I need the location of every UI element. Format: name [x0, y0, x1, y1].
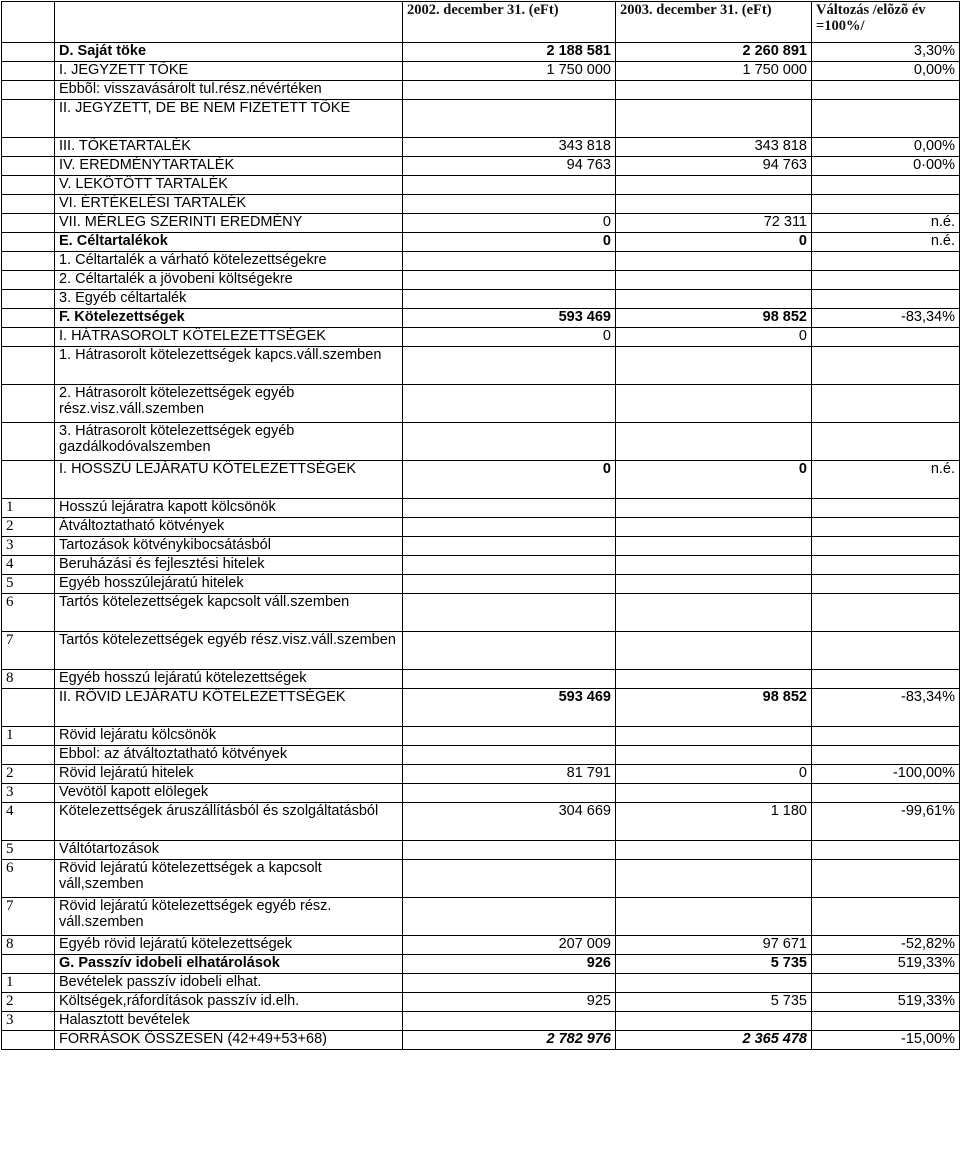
row-number: 5 [2, 841, 55, 860]
row-label: D. Saját töke [55, 43, 403, 62]
row-label: 3. Egyéb céltartalék [55, 290, 403, 309]
row-label: 3. Hátrasorolt kötelezettségek egyéb gazdálkodóvalszemben [55, 423, 403, 461]
value-2002: 2 188 581 [403, 43, 616, 62]
change-percent: -100,00% [812, 765, 960, 784]
value-2002: 343 818 [403, 138, 616, 157]
row-label: Halasztott bevételek [55, 1012, 403, 1031]
table-row [2, 290, 960, 309]
change-percent [812, 518, 960, 537]
table-row [2, 841, 960, 860]
row-number: 3 [2, 1012, 55, 1031]
value-2003: 343 818 [616, 138, 812, 157]
row-number [2, 195, 55, 214]
row-number [2, 62, 55, 81]
row-number [2, 100, 55, 138]
value-2002 [403, 271, 616, 290]
value-2002 [403, 727, 616, 746]
table-row [2, 727, 960, 746]
value-2003: 2 260 891 [616, 43, 812, 62]
change-percent [812, 860, 960, 898]
header-row [2, 2, 960, 43]
value-2002 [403, 594, 616, 632]
value-2003 [616, 860, 812, 898]
row-number: 8 [2, 670, 55, 689]
change-percent: 0·00% [812, 157, 960, 176]
change-percent [812, 784, 960, 803]
value-2003: 1 750 000 [616, 62, 812, 81]
table-row [2, 62, 960, 81]
header-2003: 2003. december 31. (eFt) [616, 2, 812, 43]
value-2003 [616, 347, 812, 385]
value-2003 [616, 727, 812, 746]
change-percent: n.é. [812, 233, 960, 252]
change-percent [812, 632, 960, 670]
row-label: Tartós kötelezettségek kapcsolt váll.szemben [55, 594, 403, 632]
table-row [2, 271, 960, 290]
row-label: Költségek,ráfordítások passzív id.elh. [55, 993, 403, 1012]
change-percent [812, 974, 960, 993]
change-percent: 0,00% [812, 138, 960, 157]
value-2003 [616, 974, 812, 993]
row-label: I. HOSSZÚ LEJÁRATU KÖTELEZETTSÉGEK [55, 461, 403, 499]
table-row [2, 309, 960, 328]
row-label: Rövid lejáratú kötelezettségek a kapcsolt váll,szemben [55, 860, 403, 898]
value-2003 [616, 632, 812, 670]
value-2002: 593 469 [403, 309, 616, 328]
row-label: II. RÖVID LEJÁRATU KÖTELEZETTSÉGEK [55, 689, 403, 727]
row-label: Kötelezettségek áruszállításból és szolgáltatásból [55, 803, 403, 841]
value-2003 [616, 271, 812, 290]
value-2002 [403, 100, 616, 138]
row-label: Egyéb rövid lejáratú kötelezettségek [55, 936, 403, 955]
row-number [2, 461, 55, 499]
value-2002 [403, 347, 616, 385]
row-number: 7 [2, 898, 55, 936]
value-2003 [616, 575, 812, 594]
table-row [2, 138, 960, 157]
change-percent [812, 727, 960, 746]
table-row [2, 43, 960, 62]
value-2002 [403, 670, 616, 689]
change-percent [812, 328, 960, 347]
value-2002 [403, 974, 616, 993]
table-row [2, 518, 960, 537]
value-2002 [403, 423, 616, 461]
change-percent: -99,61% [812, 803, 960, 841]
header-index-cell [2, 2, 55, 43]
value-2003 [616, 518, 812, 537]
value-2002 [403, 176, 616, 195]
value-2003: 98 852 [616, 689, 812, 727]
row-label: Egyéb hosszúlejáratú hitelek [55, 575, 403, 594]
change-percent: 519,33% [812, 993, 960, 1012]
value-2003: 72 311 [616, 214, 812, 233]
change-percent [812, 746, 960, 765]
change-percent [812, 252, 960, 271]
value-2003: 2 365 478 [616, 1031, 812, 1050]
table-row [2, 195, 960, 214]
value-2002 [403, 290, 616, 309]
row-number: 1 [2, 727, 55, 746]
table-row [2, 1031, 960, 1050]
row-number [2, 290, 55, 309]
row-number [2, 385, 55, 423]
table-row [2, 81, 960, 100]
row-number: 7 [2, 632, 55, 670]
row-label: Tartozások kötvénykibocsátásból [55, 537, 403, 556]
row-number [2, 1031, 55, 1050]
change-percent [812, 556, 960, 575]
change-percent: -83,34% [812, 689, 960, 727]
row-label: Vevötöl kapott elölegek [55, 784, 403, 803]
value-2003: 1 180 [616, 803, 812, 841]
table-row [2, 936, 960, 955]
change-percent [812, 1012, 960, 1031]
table-row [2, 214, 960, 233]
value-2003 [616, 670, 812, 689]
change-percent: n.é. [812, 214, 960, 233]
value-2002: 0 [403, 214, 616, 233]
change-percent: 519,33% [812, 955, 960, 974]
value-2002 [403, 518, 616, 537]
value-2003 [616, 841, 812, 860]
value-2003: 94 763 [616, 157, 812, 176]
row-label: Rövid lejáratu kölcsönök [55, 727, 403, 746]
table-row [2, 898, 960, 936]
value-2002: 0 [403, 328, 616, 347]
table-row [2, 974, 960, 993]
value-2002 [403, 81, 616, 100]
change-percent [812, 271, 960, 290]
value-2002: 925 [403, 993, 616, 1012]
row-number [2, 423, 55, 461]
value-2003 [616, 1012, 812, 1031]
value-2003 [616, 537, 812, 556]
change-percent [812, 499, 960, 518]
row-label: I. HÁTRASOROLT KÖTELEZETTSÉGEK [55, 328, 403, 347]
value-2002: 593 469 [403, 689, 616, 727]
table-row [2, 328, 960, 347]
row-number [2, 689, 55, 727]
row-label: G. Passzív idobeli elhatárolások [55, 955, 403, 974]
value-2002 [403, 385, 616, 423]
table-row [2, 347, 960, 385]
value-2003: 0 [616, 461, 812, 499]
value-2002: 926 [403, 955, 616, 974]
row-label: E. Céltartalékok [55, 233, 403, 252]
value-2003 [616, 556, 812, 575]
table-row [2, 784, 960, 803]
row-label: 2. Céltartalék a jövobeni költségekre [55, 271, 403, 290]
value-2002: 304 669 [403, 803, 616, 841]
row-label: IV. EREDMÉNYTARTALÉK [55, 157, 403, 176]
row-number: 1 [2, 974, 55, 993]
change-percent [812, 290, 960, 309]
table-row [2, 803, 960, 841]
table-row [2, 955, 960, 974]
row-number: 2 [2, 993, 55, 1012]
table-row [2, 423, 960, 461]
row-number [2, 233, 55, 252]
row-number [2, 271, 55, 290]
value-2003 [616, 195, 812, 214]
value-2003 [616, 784, 812, 803]
row-number: 6 [2, 860, 55, 898]
table-row [2, 1012, 960, 1031]
row-number [2, 176, 55, 195]
row-label: Tartós kötelezettségek egyéb rész.visz.váll.szemben [55, 632, 403, 670]
row-label: Bevételek passzív idobeli elhat. [55, 974, 403, 993]
row-number [2, 214, 55, 233]
row-number [2, 746, 55, 765]
value-2002: 94 763 [403, 157, 616, 176]
row-label: I. JEGYZETT TÕKE [55, 62, 403, 81]
row-number: 2 [2, 518, 55, 537]
table-row [2, 537, 960, 556]
value-2003 [616, 100, 812, 138]
row-label: 1. Hátrasorolt kötelezettségek kapcs.váll.szemben [55, 347, 403, 385]
value-2002 [403, 746, 616, 765]
value-2002 [403, 499, 616, 518]
row-label: III. TÕKETARTALÉK [55, 138, 403, 157]
value-2003: 5 735 [616, 955, 812, 974]
row-label: V. LEKÖTÖTT TARTALÉK [55, 176, 403, 195]
change-percent [812, 575, 960, 594]
row-label: Ebbõl: visszavásárolt tul.rész.névértéken [55, 81, 403, 100]
table-row [2, 157, 960, 176]
row-number: 8 [2, 936, 55, 955]
value-2003: 97 671 [616, 936, 812, 955]
value-2002: 2 782 976 [403, 1031, 616, 1050]
row-label: Rövid lejáratú hitelek [55, 765, 403, 784]
change-percent [812, 100, 960, 138]
change-percent [812, 81, 960, 100]
change-percent [812, 670, 960, 689]
value-2002 [403, 632, 616, 670]
table-row [2, 689, 960, 727]
row-number [2, 157, 55, 176]
value-2003 [616, 385, 812, 423]
value-2003 [616, 176, 812, 195]
table-row [2, 252, 960, 271]
value-2002 [403, 1012, 616, 1031]
value-2002 [403, 195, 616, 214]
table-row [2, 860, 960, 898]
row-number: 2 [2, 765, 55, 784]
row-number: 5 [2, 575, 55, 594]
value-2003 [616, 594, 812, 632]
row-number [2, 43, 55, 62]
row-number [2, 309, 55, 328]
row-label: Átváltoztatható kötvények [55, 518, 403, 537]
table-row [2, 461, 960, 499]
value-2002 [403, 784, 616, 803]
value-2003 [616, 81, 812, 100]
value-2002: 1 750 000 [403, 62, 616, 81]
table-row [2, 499, 960, 518]
row-label: II. JEGYZETT, DE BE NEM FIZETETT TÕKE [55, 100, 403, 138]
table-row [2, 632, 960, 670]
table-row [2, 594, 960, 632]
row-label: Váltótartozások [55, 841, 403, 860]
value-2003 [616, 898, 812, 936]
value-2002: 0 [403, 461, 616, 499]
row-number: 3 [2, 537, 55, 556]
value-2002 [403, 860, 616, 898]
value-2003 [616, 252, 812, 271]
row-label: Ebbol: az átváltoztatható kötvények [55, 746, 403, 765]
row-label: 1. Céltartalék a várható kötelezettségekre [55, 252, 403, 271]
table-row [2, 176, 960, 195]
header-label-cell [55, 2, 403, 43]
row-label: VI. ÉRTÉKELÉSI TARTALÉK [55, 195, 403, 214]
row-label: F. Kötelezettségek [55, 309, 403, 328]
change-percent: n.é. [812, 461, 960, 499]
table-row [2, 746, 960, 765]
balance-sheet-table [1, 1, 960, 1050]
change-percent: -83,34% [812, 309, 960, 328]
header-2002: 2002. december 31. (eFt) [403, 2, 616, 43]
table-row [2, 556, 960, 575]
value-2003 [616, 423, 812, 461]
value-2003: 0 [616, 765, 812, 784]
value-2003: 0 [616, 233, 812, 252]
change-percent [812, 195, 960, 214]
value-2002 [403, 537, 616, 556]
table-row [2, 993, 960, 1012]
value-2003: 0 [616, 328, 812, 347]
change-percent: -52,82% [812, 936, 960, 955]
value-2003 [616, 290, 812, 309]
table-row [2, 575, 960, 594]
value-2002 [403, 252, 616, 271]
change-percent [812, 841, 960, 860]
value-2003: 5 735 [616, 993, 812, 1012]
row-label: Hosszú lejáratra kapott kölcsönök [55, 499, 403, 518]
table-row [2, 233, 960, 252]
row-label: Rövid lejáratú kötelezettségek egyéb rész. váll.szemben [55, 898, 403, 936]
change-percent [812, 385, 960, 423]
change-percent [812, 347, 960, 385]
change-percent: 0,00% [812, 62, 960, 81]
row-number [2, 138, 55, 157]
table-row [2, 385, 960, 423]
table-row [2, 765, 960, 784]
table-row [2, 670, 960, 689]
change-percent [812, 176, 960, 195]
value-2002 [403, 898, 616, 936]
row-number: 6 [2, 594, 55, 632]
row-number: 4 [2, 556, 55, 575]
change-percent [812, 898, 960, 936]
value-2002: 0 [403, 233, 616, 252]
row-label: FORRÁSOK ÖSSZESEN (42+49+53+68) [55, 1031, 403, 1050]
value-2003 [616, 499, 812, 518]
value-2002: 207 009 [403, 936, 616, 955]
value-2002 [403, 556, 616, 575]
value-2003: 98 852 [616, 309, 812, 328]
value-2003 [616, 746, 812, 765]
change-percent [812, 537, 960, 556]
row-number [2, 252, 55, 271]
row-number: 1 [2, 499, 55, 518]
row-number [2, 81, 55, 100]
row-label: Beruházási és fejlesztési hitelek [55, 556, 403, 575]
row-number [2, 347, 55, 385]
value-2002 [403, 575, 616, 594]
change-percent [812, 594, 960, 632]
row-number [2, 955, 55, 974]
value-2002: 81 791 [403, 765, 616, 784]
row-label: 2. Hátrasorolt kötelezettségek egyéb rész.visz.váll.szemben [55, 385, 403, 423]
table-row [2, 100, 960, 138]
row-label: Egyéb hosszú lejáratú kötelezettségek [55, 670, 403, 689]
row-number: 3 [2, 784, 55, 803]
value-2002 [403, 841, 616, 860]
header-change: Változás /elõzõ év =100%/ [812, 2, 960, 43]
row-number: 4 [2, 803, 55, 841]
row-label: VII. MÉRLEG SZERINTI EREDMÉNY [55, 214, 403, 233]
change-percent: -15,00% [812, 1031, 960, 1050]
row-number [2, 328, 55, 347]
change-percent: 3,30% [812, 43, 960, 62]
change-percent [812, 423, 960, 461]
